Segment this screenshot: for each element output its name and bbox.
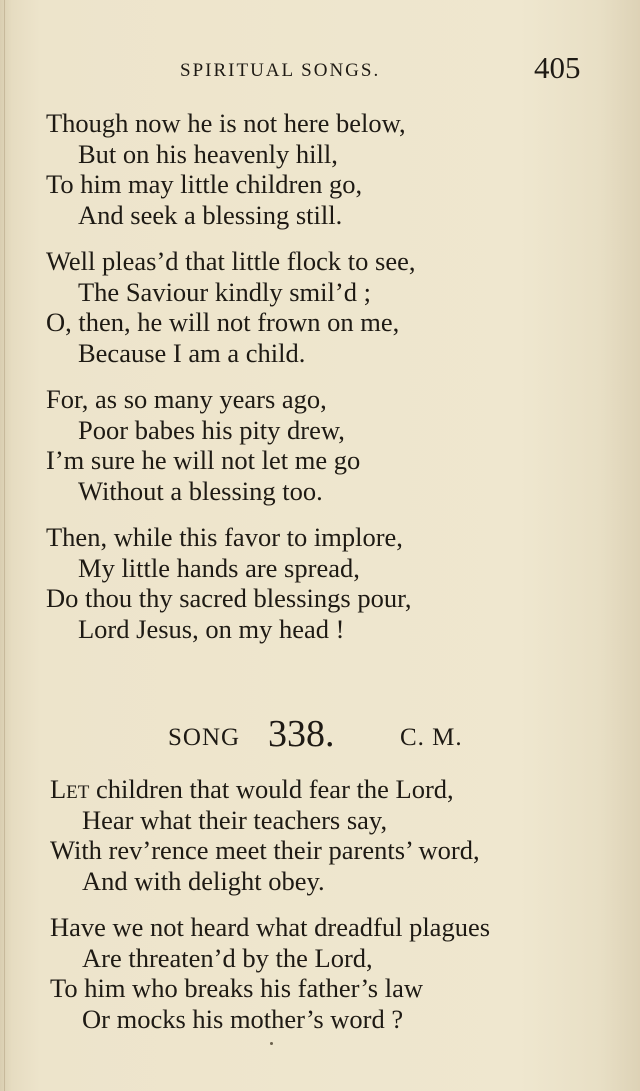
first-word: Let (50, 774, 90, 804)
poem-continued (46, 108, 616, 660)
song-number: 338. (268, 713, 335, 755)
verse-line-rest: children that would fear the Lord, (89, 774, 454, 804)
verse-line: And with delight obey. (82, 865, 325, 896)
song-meter: C. M. (400, 724, 463, 751)
verse-line: Have we not heard what dreadful plagues (50, 912, 491, 942)
verse-line: And seek a blessing still. (78, 199, 343, 230)
running-title: SPIRITUAL SONGS. (180, 60, 381, 81)
verse-line: My little hands are spread, (78, 552, 360, 583)
page-gutter-edge (4, 0, 5, 1091)
stanza (46, 246, 616, 368)
song-heading (168, 712, 488, 762)
verse-line: For, as so many years ago, (46, 384, 327, 414)
song-label: SONG (168, 724, 241, 751)
verse-line: Poor babes his pity drew, (78, 414, 345, 445)
verse-line: O, then, he will not frown on me, (46, 307, 400, 337)
page-number: 405 (534, 50, 581, 85)
page-header (180, 50, 600, 90)
stanza (50, 774, 620, 896)
verse-line: The Saviour kindly smil’d ; (78, 276, 371, 307)
ink-speck (270, 1042, 273, 1045)
verse-line: Or mocks his mother’s word ? (82, 1003, 404, 1034)
stanza (50, 912, 620, 1034)
stanza (46, 384, 616, 506)
verse-line: But on his heavenly hill, (78, 138, 338, 169)
verse-line: Do thou thy sacred blessings pour, (46, 583, 412, 613)
verse-line: I’m sure he will not let me go (46, 445, 361, 475)
verse-line: To him may little children go, (46, 169, 363, 199)
verse-line: With rev’rence meet their parents’ word, (50, 835, 480, 865)
verse-line: Lord Jesus, on my head ! (78, 613, 345, 644)
verse-line: Because I am a child. (78, 337, 306, 368)
song-text (50, 774, 620, 1050)
stanza (46, 108, 616, 230)
verse-line: Without a blessing too. (78, 475, 323, 506)
verse-line: Hear what their teachers say, (82, 804, 388, 835)
verse-line: Well pleas’d that little flock to see, (46, 246, 416, 276)
verse-line: Are threaten’d by the Lord, (82, 942, 373, 973)
verse-line (50, 774, 620, 805)
verse-line: To him who breaks his father’s law (50, 973, 423, 1003)
stanza (46, 522, 616, 644)
verse-line: Though now he is not here below, (46, 108, 406, 138)
verse-line: Then, while this favor to implore, (46, 522, 403, 552)
